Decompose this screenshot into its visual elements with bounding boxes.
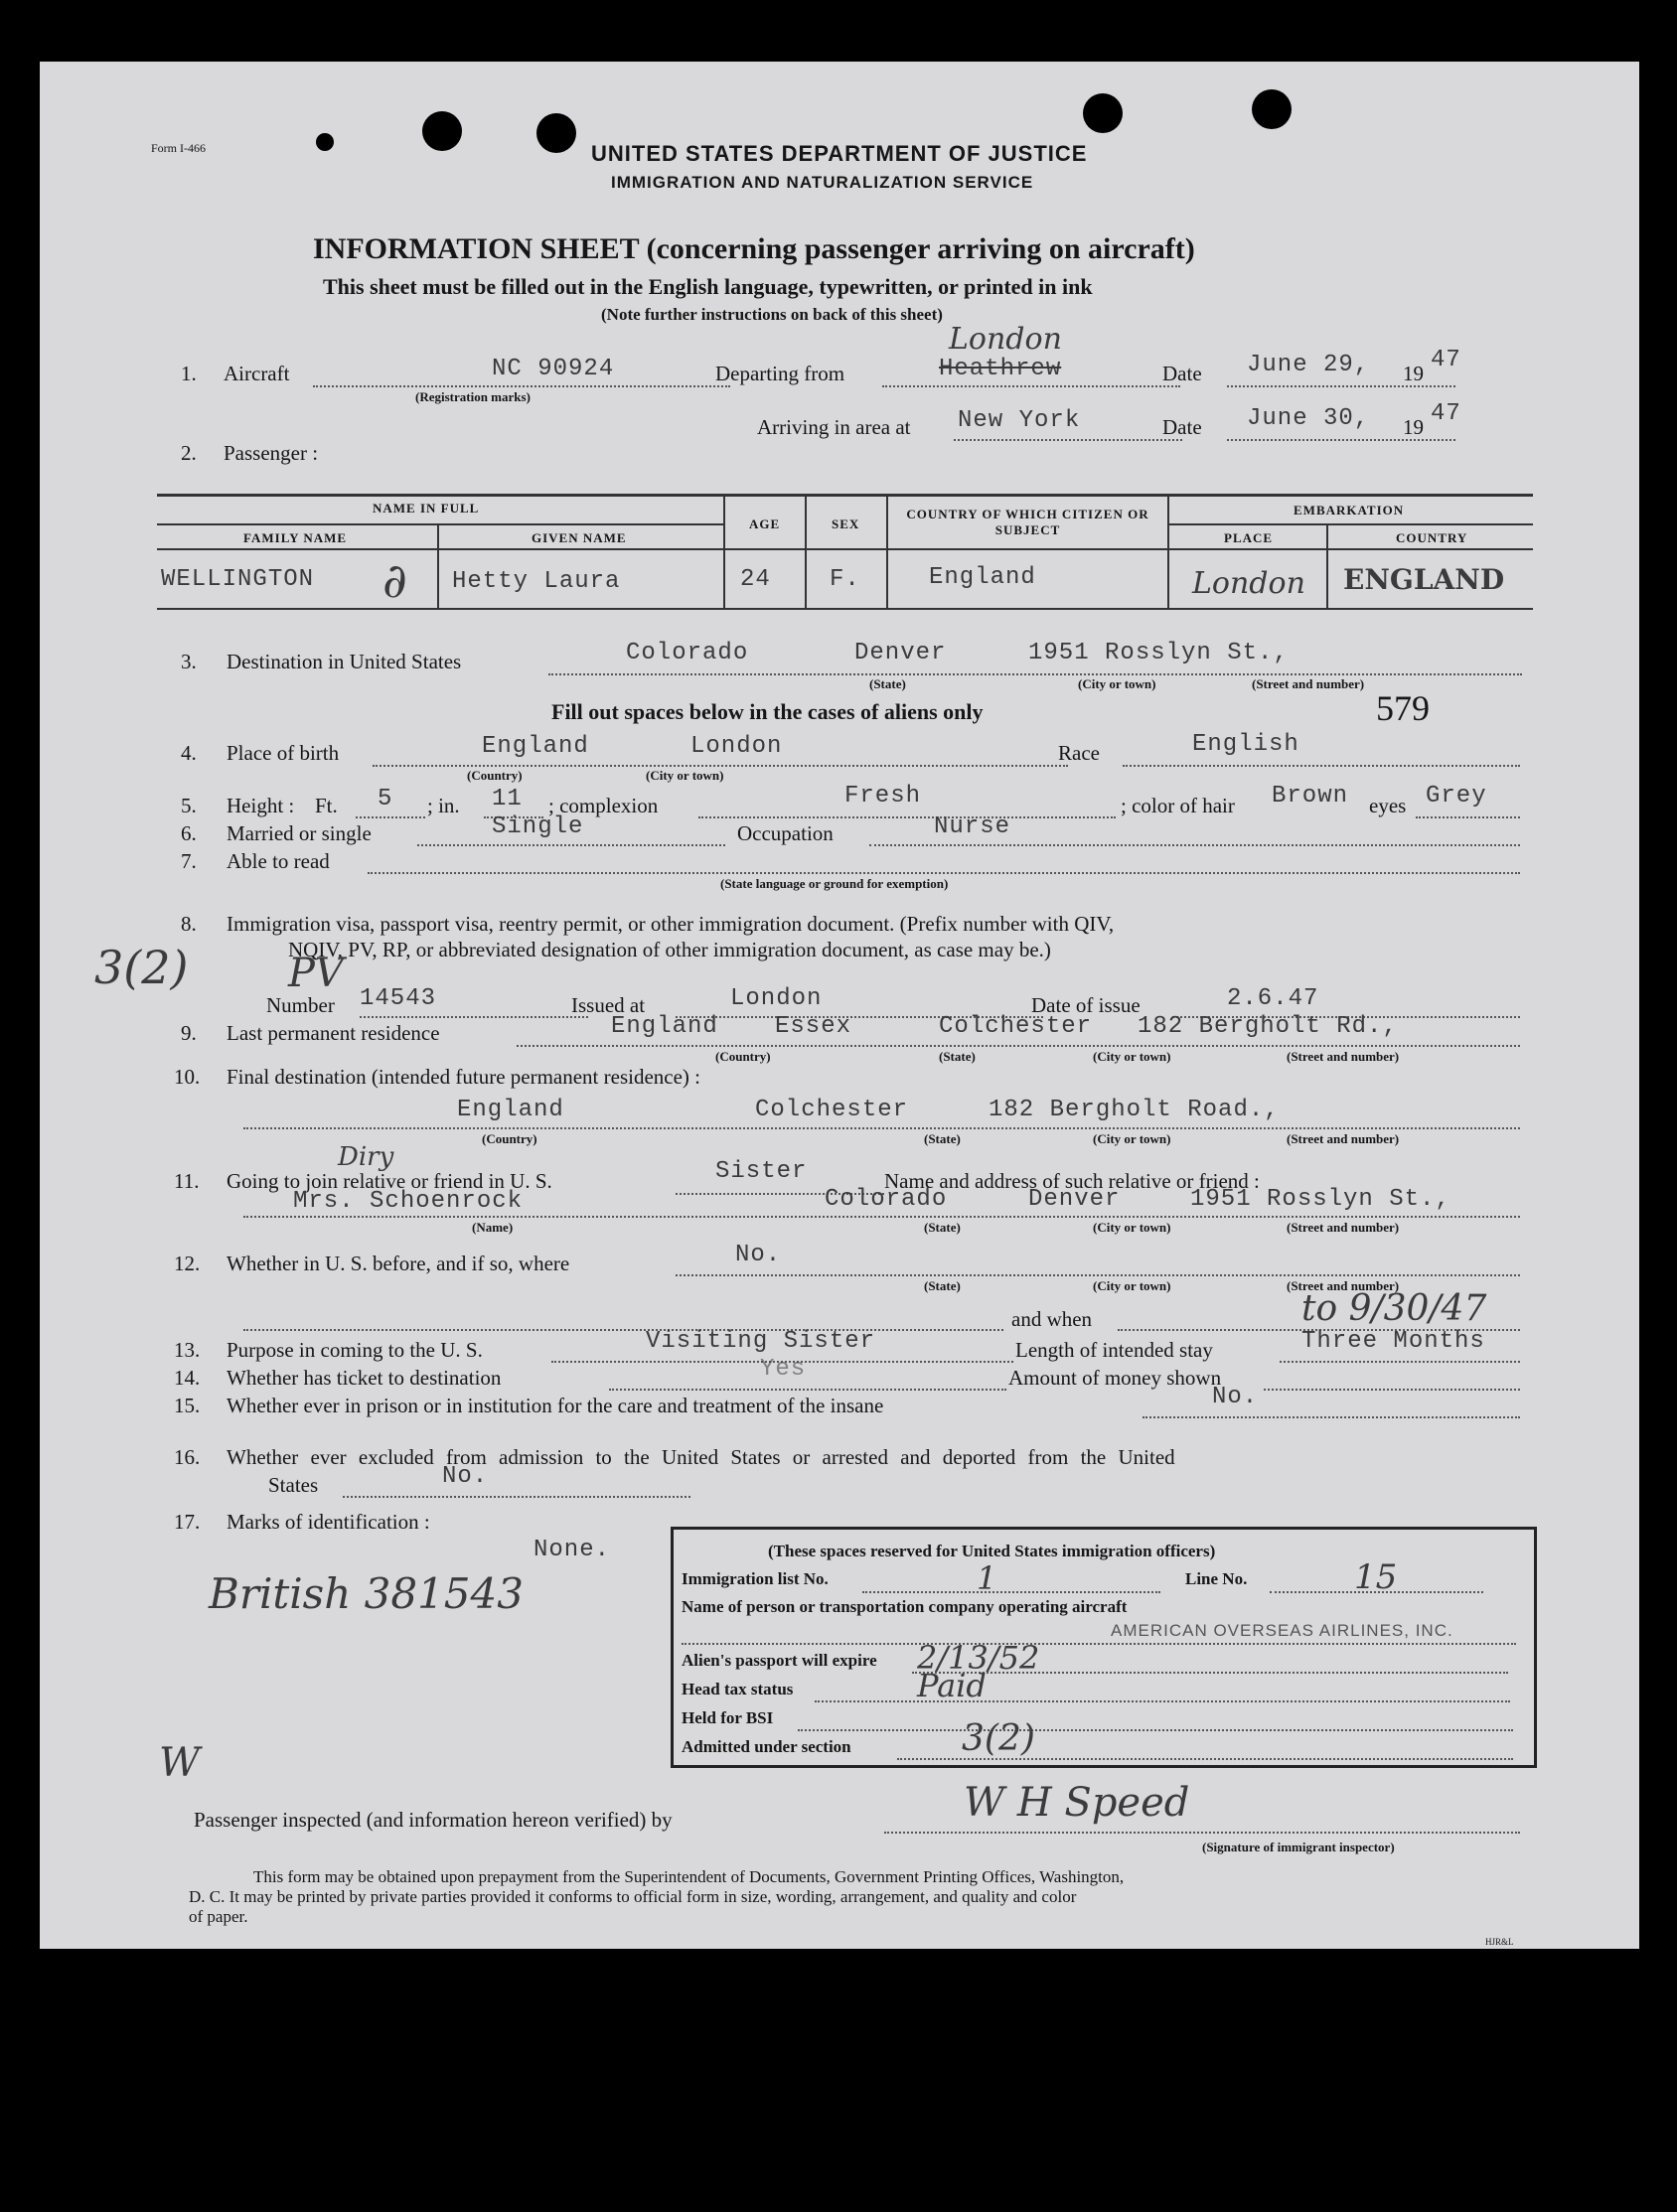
marks-typed-value: None. xyxy=(534,1537,611,1563)
join-handwritten-note: Diry xyxy=(338,1142,394,1172)
held-bsi-label: Held for BSI xyxy=(682,1708,774,1727)
final-country: England xyxy=(457,1097,564,1123)
citizen-value: England xyxy=(929,564,1036,591)
in-us-before-value: No. xyxy=(735,1242,782,1268)
street-caption: (Street and number) xyxy=(1287,1278,1400,1293)
given-name-header: GIVEN NAME xyxy=(532,530,627,545)
citizen-header: COUNTRY OF WHICH CITIZEN OR SUBJECT xyxy=(906,507,1149,537)
country-caption: (Country) xyxy=(715,1049,771,1064)
item-number: 11. xyxy=(174,1169,200,1193)
operator-stamp: AMERICAN OVERSEAS AIRLINES, INC. xyxy=(1111,1621,1453,1640)
place-of-birth-label: Place of birth xyxy=(227,741,340,765)
depart-date-value: June 29, xyxy=(1247,352,1370,378)
margin-section-note: 3(2) xyxy=(94,941,189,994)
service-heading: IMMIGRATION AND NATURALIZATION SERVICE xyxy=(611,173,1034,192)
destination-city: Denver xyxy=(854,640,947,666)
race-value: English xyxy=(1192,731,1299,758)
line-no-label: Line No. xyxy=(1185,1569,1248,1588)
item-number: 8. xyxy=(181,912,197,936)
date-of-issue-value: 2.6.47 xyxy=(1227,985,1319,1012)
item-number: 7. xyxy=(181,849,197,873)
punch-hole xyxy=(1083,93,1123,133)
item-number: 6. xyxy=(181,821,197,845)
passport-expire-value: 2/13/52 xyxy=(917,1639,1040,1677)
admitted-under-value: 3(2) xyxy=(962,1718,1035,1759)
prison-value: No. xyxy=(1212,1384,1259,1410)
street-caption: (Street and number) xyxy=(1287,1131,1400,1146)
occupation-value: Nurse xyxy=(934,813,1011,840)
item-number: 4. xyxy=(181,741,197,765)
stamp-number: 579 xyxy=(1376,688,1430,728)
punch-hole xyxy=(536,113,576,153)
arriving-value: New York xyxy=(958,407,1081,434)
item-number: 12. xyxy=(174,1252,201,1275)
item-number: 3. xyxy=(181,650,197,673)
aliens-only-heading: Fill out spaces below in the cases of aliens only xyxy=(551,699,984,724)
state-caption: (State) xyxy=(939,1049,976,1064)
age-header: AGE xyxy=(749,516,781,531)
excluded-value: No. xyxy=(442,1463,489,1490)
check-mark: ∂ xyxy=(382,553,407,609)
street-caption: (Street and number) xyxy=(1287,1049,1400,1064)
item-number: 15. xyxy=(174,1394,201,1417)
arriving-label: Arriving in area at xyxy=(757,415,911,439)
signature-caption: (Signature of immigrant inspector) xyxy=(1202,1840,1395,1854)
head-tax-value: Paid xyxy=(917,1667,987,1704)
visa-label-line1: Immigration visa, passport visa, reentry permit, or other immigration document. (Prefix number with QIV, xyxy=(227,912,1115,936)
able-to-read-label: Able to read xyxy=(227,849,330,873)
city-caption: (City or town) xyxy=(1093,1278,1171,1293)
final-street: 182 Bergholt Road., xyxy=(989,1097,1280,1123)
city-caption: (City or town) xyxy=(1093,1131,1171,1146)
destination-street: 1951 Rosslyn St., xyxy=(1028,640,1289,666)
line-no-value: 15 xyxy=(1354,1557,1398,1597)
last-country: England xyxy=(611,1013,718,1040)
street-caption: (Street and number) xyxy=(1252,676,1365,691)
family-name-value: WELLINGTON xyxy=(161,566,315,593)
name-caption: (Name) xyxy=(472,1220,514,1235)
sex-header: SEX xyxy=(832,516,860,531)
excluded-label-line1: Whether ever excluded from admission to the United States or arrested and deported from the United xyxy=(227,1445,1175,1469)
ft-label: Ft. xyxy=(315,794,338,817)
purpose-value: Visiting Sister xyxy=(646,1328,876,1355)
number-label: Number xyxy=(266,993,335,1017)
eyes-label: eyes xyxy=(1369,794,1407,817)
marital-label: Married or single xyxy=(227,821,372,845)
item-number: 14. xyxy=(174,1366,201,1390)
last-state: Essex xyxy=(775,1013,852,1040)
visa-number-value: 14543 xyxy=(360,985,437,1012)
complexion-value: Fresh xyxy=(844,783,922,810)
item-number: 13. xyxy=(174,1338,201,1362)
has-ticket-label: Whether has ticket to destination xyxy=(227,1366,502,1390)
depart-date-label: Date xyxy=(1162,362,1202,385)
page-title: INFORMATION SHEET (concerning passenger arriving on aircraft) xyxy=(313,232,1195,265)
birth-city: London xyxy=(690,733,783,760)
state-caption: (State) xyxy=(924,1220,961,1235)
embarkation-place-value: London xyxy=(1192,566,1305,601)
operator-label: Name of person or transportation company operating aircraft xyxy=(682,1597,1128,1616)
name-in-full-header: NAME IN FULL xyxy=(373,501,480,516)
destination-label: Destination in United States xyxy=(227,650,462,673)
footer-line2: D. C. It may be printed by private parties provided it conforms to official form in size, wording, arrangement, and quality and color xyxy=(189,1887,1077,1906)
pv-mark: PV xyxy=(288,951,344,996)
marks-handwritten-value: British 381543 xyxy=(209,1569,524,1618)
going-to-join-label: Going to join relative or friend in U. S. xyxy=(227,1169,552,1193)
street-caption: (Street and number) xyxy=(1287,1220,1400,1235)
sex-value: F. xyxy=(830,566,860,593)
hair-value: Brown xyxy=(1272,783,1349,810)
money-label: Amount of money shown xyxy=(1008,1366,1222,1390)
inspected-by-label: Passenger inspected (and information hereon verified) by xyxy=(194,1808,673,1832)
form-number: Form I-466 xyxy=(151,141,206,155)
given-name-value: Hetty Laura xyxy=(452,568,621,595)
last-street: 182 Bergholt Rd., xyxy=(1138,1013,1398,1040)
state-language-caption: (State language or ground for exemption) xyxy=(720,876,949,891)
state-caption: (State) xyxy=(869,676,906,691)
final-destination-label: Final destination (intended future permanent residence) : xyxy=(227,1065,701,1089)
departing-label: Departing from xyxy=(715,362,845,385)
join-relation-value: Sister xyxy=(715,1158,808,1185)
printer-mark: HJR&L xyxy=(1485,1937,1514,1947)
country-caption: (Country) xyxy=(482,1131,537,1146)
item-number: 9. xyxy=(181,1021,197,1045)
has-ticket-value: Yes xyxy=(760,1356,807,1383)
prison-label: Whether ever in prison or in institution for the care and treatment of the insane xyxy=(227,1394,884,1417)
state-caption: (State) xyxy=(924,1278,961,1293)
punch-hole xyxy=(316,133,334,151)
eyes-value: Grey xyxy=(1426,783,1487,810)
footer-line1: This form may be obtained upon prepayment from the Superintendent of Documents, Government Printing Offices, Washington, xyxy=(253,1867,1125,1886)
state-caption: (State) xyxy=(924,1131,961,1146)
marks-label: Marks of identification : xyxy=(227,1510,430,1534)
excluded-label-line2: States xyxy=(268,1473,319,1497)
race-label: Race xyxy=(1058,741,1100,765)
last-residence-label: Last permanent residence xyxy=(227,1021,440,1045)
complexion-label: ; complexion xyxy=(548,794,659,817)
embarkation-header: EMBARKATION xyxy=(1294,503,1405,517)
final-city: Colchester xyxy=(755,1097,909,1123)
instructions-note: (Note further instructions on back of this sheet) xyxy=(601,305,943,324)
punch-hole xyxy=(422,111,462,151)
height-label: Height : xyxy=(227,794,295,817)
birth-country: England xyxy=(482,733,589,760)
departing-handwritten: London xyxy=(949,322,1062,357)
place-header: PLACE xyxy=(1224,530,1274,545)
occupation-label: Occupation xyxy=(737,821,834,845)
aircraft-value: NC 90924 xyxy=(492,356,615,382)
destination-state: Colorado xyxy=(626,640,749,666)
margin-initials: W xyxy=(159,1740,201,1786)
footer-line3: of paper. xyxy=(189,1907,248,1926)
length-of-stay-label: Length of intended stay xyxy=(1015,1338,1213,1362)
issued-at-label: Issued at xyxy=(571,993,646,1017)
year-prefix: 19 xyxy=(1403,362,1424,385)
join-street-value: 1951 Rosslyn St., xyxy=(1190,1186,1450,1213)
inspector-signature: W H Speed xyxy=(964,1780,1190,1826)
join-city-value: Denver xyxy=(1028,1186,1121,1213)
passport-expire-label: Alien's passport will expire xyxy=(682,1651,877,1670)
join-state-value: Colorado xyxy=(825,1186,948,1213)
depart-year: 47 xyxy=(1431,347,1461,373)
length-of-stay-value: Three Months xyxy=(1301,1328,1485,1355)
height-in-value: 11 xyxy=(492,786,523,812)
in-us-before-label: Whether in U. S. before, and if so, where xyxy=(227,1252,570,1275)
marital-value: Single xyxy=(492,813,584,840)
head-tax-label: Head tax status xyxy=(682,1680,794,1698)
purpose-label: Purpose in coming to the U. S. xyxy=(227,1338,483,1362)
name-address-label: Name and address of such relative or friend : xyxy=(884,1169,1260,1193)
item-number: 10. xyxy=(174,1065,201,1089)
department-heading: UNITED STATES DEPARTMENT OF JUSTICE xyxy=(591,141,1088,166)
registration-caption: (Registration marks) xyxy=(415,389,531,404)
item-number: 2. xyxy=(181,441,197,465)
departing-typed: Heathrew xyxy=(939,356,1062,382)
country-caption: (Country) xyxy=(467,768,523,783)
and-when-label: and when xyxy=(1011,1307,1093,1331)
office-box-heading: (These spaces reserved for United States immigration officers) xyxy=(768,1542,1216,1560)
city-caption: (City or town) xyxy=(1078,676,1156,691)
immigration-list-value: 1 xyxy=(977,1559,997,1597)
hair-label: ; color of hair xyxy=(1121,794,1235,817)
item-number: 1. xyxy=(181,362,197,385)
item-number: 5. xyxy=(181,794,197,817)
page-subtitle: This sheet must be filled out in the English language, typewritten, or printed in ink xyxy=(323,274,1093,299)
age-value: 24 xyxy=(740,566,771,593)
year-prefix: 19 xyxy=(1403,415,1424,439)
aircraft-label: Aircraft xyxy=(224,362,290,385)
city-caption: (City or town) xyxy=(1093,1049,1171,1064)
height-ft-value: 5 xyxy=(378,786,393,812)
visa-label-line2: NQIV, PV, RP, or abbreviated designation of other immigration document, as case may be.) xyxy=(288,938,1051,961)
item-number: 16. xyxy=(174,1445,201,1469)
form-sheet xyxy=(40,62,1639,1949)
city-caption: (City or town) xyxy=(1093,1220,1171,1235)
in-label: ; in. xyxy=(427,794,460,817)
country-header: COUNTRY xyxy=(1396,530,1468,545)
city-caption: (City or town) xyxy=(646,768,724,783)
and-when-handwritten: to 9/30/47 xyxy=(1301,1288,1487,1329)
arrive-year: 47 xyxy=(1431,400,1461,427)
issued-at-value: London xyxy=(730,985,823,1012)
office-use-box xyxy=(671,1527,1537,1768)
admitted-under-label: Admitted under section xyxy=(682,1737,851,1756)
embarkation-country-value: ENGLAND xyxy=(1343,563,1505,596)
arrive-date-label: Date xyxy=(1162,415,1202,439)
item-number: 17. xyxy=(174,1510,201,1534)
arrive-date-value: June 30, xyxy=(1247,405,1370,432)
punch-hole xyxy=(1252,89,1292,129)
family-name-header: FAMILY NAME xyxy=(243,530,348,545)
immigration-list-label: Immigration list No. xyxy=(682,1569,829,1588)
join-name-value: Mrs. Schoenrock xyxy=(293,1188,524,1215)
last-city: Colchester xyxy=(939,1013,1093,1040)
date-of-issue-label: Date of issue xyxy=(1031,993,1141,1017)
passenger-label: Passenger : xyxy=(224,441,319,465)
